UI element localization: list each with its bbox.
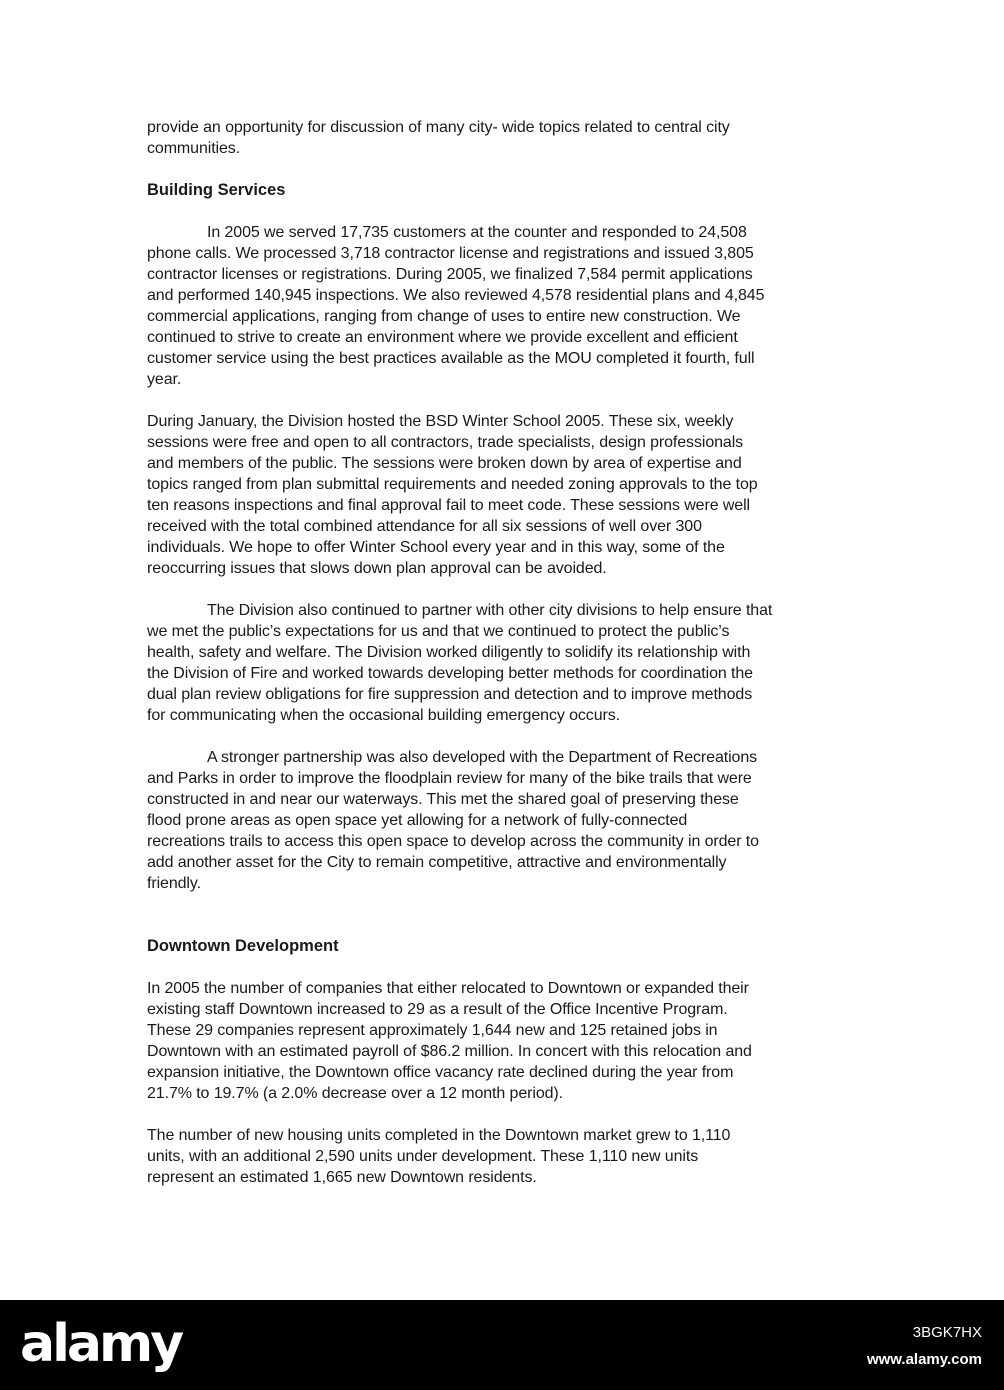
building-services-paragraph-4: A stronger partnership was also developed with the Department of Recreations and Parks in order to improve the floodplain review for many of the bike trails that were constructed in and near our waterways. This met the shared goal of preserving these flood prone areas as open space yet allowing for a network of fully-connected recreations trails to access this open space to develop across the community in order to add another asset for the City to remain competitive, attractive and environmentally friendly. [147,749,759,892]
watermark-footer [0,1300,1004,1390]
downtown-development-paragraph-1: In 2005 the number of companies that either relocated to Downtown or expanded their existing staff Downtown increased to 29 as a result of the Office Incentive Program. These 29 companies represent approximately 1,644 new and 125 retained jobs in Downtown with an estimated payroll of $86.2 million. In concert with this relocation and expansion initiative, the Downtown office vacancy rate declined during the year from 21.7% to 19.7% (a 2.0% decrease over a 12 month period). [147,980,752,1102]
building-services-paragraph-2: During January, the Division hosted the BSD Winter School 2005. These six, weekly sessions were free and open to all contractors, trade specialists, design professionals and members of the public. The sessions were broken down by area of expertise and topics ranged from plan submittal requirements and needed zoning approvals to the top ten reasons inspections and final approval fail to meet code. These sessions were well received with the total combined attendance for all six sessions of well over 300 individuals. We hope to offer Winter School every year and in this way, some of the reoccurring issues that slows down plan approval can be avoided. [147,413,758,577]
section-heading-downtown-development: Downtown Development [147,937,339,955]
section-heading-building-services: Building Services [147,181,286,199]
site-url: www.alamy.com [866,1351,982,1368]
document-body [147,117,859,1188]
downtown-development-paragraph-2: The number of new housing units completed in the Downtown market grew to 1,110 units, with an additional 2,590 units under development. These 1,110 new units represent an estimated 1,665 new Downtown residents. [147,1127,731,1186]
building-services-paragraph-3: The Division also continued to partner with other city divisions to help ensure that we met the public’s expectations for us and that we continued to protect the public’s health, safety and welfare. The Division worked diligently to solidify its relationship with the Division of Fire and worked towards developing better methods for coordination the dual plan review obligations for fire suppression and detection and to improve methods for communicating when the occasional building emergency occurs. [147,602,773,724]
image-id: 3BGK7HX [912,1324,982,1341]
alamy-logo: alamy [20,1314,182,1374]
building-services-paragraph-1: In 2005 we served 17,735 customers at the counter and responded to 24,508 phone calls. We processed 3,718 contractor license and registrations and issued 3,805 contractor licenses or registrations. During 2005, we finalized 7,584 permit applications and performed 140,945 inspections. We also reviewed 4,578 residential plans and 4,845 commercial applications, ranging from change of uses to entire new construction. We continued to strive to create an environment where we provide excellent and efficient customer service using the best practices available as the MOU completed it fourth, full year. [147,224,765,388]
intro-paragraph: provide an opportunity for discussion of many city- wide topics related to central city communities. [147,119,730,157]
